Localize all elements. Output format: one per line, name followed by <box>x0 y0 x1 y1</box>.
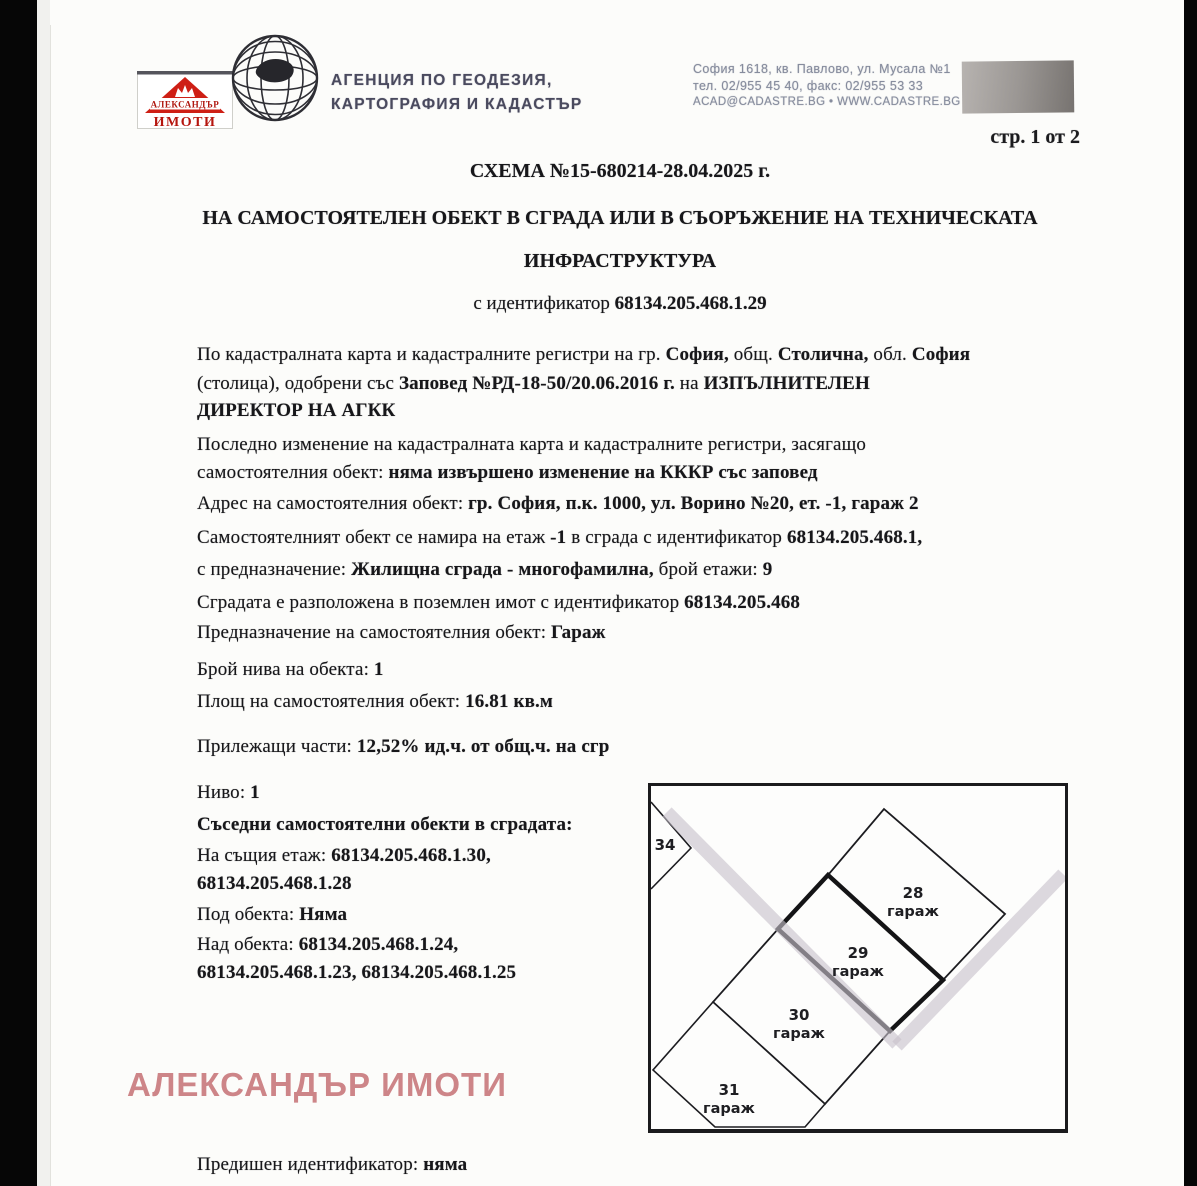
same-floor-line1: На същия етаж: 68134.205.468.1.30, <box>197 845 491 866</box>
agency-name-line2: КАРТОГРАФИЯ И КАДАСТЪР <box>331 96 583 113</box>
identifier-prefix: с идентификатор <box>473 293 615 314</box>
garage-29-type-label: гараж <box>832 964 884 980</box>
neighbours-heading: Съседни самостоятелни обекти в сградата: <box>197 814 573 835</box>
garage-28-number: 28 <box>902 884 924 902</box>
body-line-10: Предназначение на самостоятелния обект: Гараж <box>197 622 606 643</box>
body-line-8: с предназначение: Жилищна сграда - многофамилна, брой етажи: 9 <box>197 559 773 580</box>
previous-identifier-line: Предишен идентификатор: няма <box>197 1154 468 1175</box>
agency-name-line1: АГЕНЦИЯ ПО ГЕОДЕЗИЯ, <box>331 72 553 89</box>
body-line-13: Прилежащи части: 12,52% ид.ч. от общ.ч. на сгр <box>197 736 610 757</box>
globe-icon <box>229 32 321 124</box>
body-line-7: Самостоятелният обект се намира на етаж -1 в сграда с идентификатор 68134.205.468.1, <box>197 527 923 548</box>
brand-bottom-label: ИМОТИ <box>153 115 217 129</box>
body-line-2: (столица), одобрени със Заповед №РД-18-50/20.06.2016 г. на ИЗПЪЛНИТЕЛЕН <box>197 373 870 394</box>
schema-subtitle-line1: НА САМОСТОЯТЕЛЕН ОБЕКТ В СГРАДА ИЛИ В СЪОРЪЖЕНИЕ НА ТЕХНИЧЕСКАТА <box>202 207 1038 229</box>
body-line-1: По кадастралната карта и кадастралните регистри на гр. София, общ. Столична, обл. София <box>197 344 971 365</box>
cadastral-sketch <box>648 783 1068 1133</box>
identifier-line <box>60 293 1180 315</box>
garage-29-number: 29 <box>847 944 869 962</box>
schema-subtitle-line2: ИНФРАСТРУКТУРА <box>523 250 717 272</box>
scan-artifact-rect <box>962 60 1075 113</box>
page-edge-line <box>50 25 51 1186</box>
scan-edge-right <box>1184 0 1197 1186</box>
same-floor-line2: 68134.205.468.1.28 <box>197 873 352 894</box>
cadastral-sketch-drawing <box>651 786 1065 1129</box>
brand-top-label: АЛЕКСАНДЪР <box>150 99 220 110</box>
body-line-3: ДИРЕКТОР НА АГКК <box>197 400 396 421</box>
agency-phone-fax: тел. 02/955 45 40, факс: 02/955 53 33 <box>693 79 924 93</box>
identifier-value: 68134.205.468.1.29 <box>614 293 767 314</box>
above-object-line1: Над обекта: 68134.205.468.1.24, <box>197 934 459 955</box>
body-line-9: Сградата е разположена в поземлен имот с идентификатор 68134.205.468 <box>197 592 801 613</box>
below-object-line: Под обекта: Няма <box>197 904 348 925</box>
page-number: стр. 1 от 2 <box>990 126 1080 148</box>
above-object-line2: 68134.205.468.1.23, 68134.205.468.1.25 <box>197 962 517 983</box>
body-line-6: Адрес на самостоятелния обект: гр. София, п.к. 1000, ул. Ворино №20, ет. -1, гараж 2 <box>197 493 919 514</box>
brand-logo <box>137 71 233 134</box>
garage-31-number: 31 <box>718 1081 740 1099</box>
agency-globe-logo <box>229 32 321 129</box>
scan-edge-left <box>0 0 37 1186</box>
garage-28-type-label: гараж <box>887 904 939 920</box>
body-line-11: Брой нива на обекта: 1 <box>197 659 384 680</box>
agency-address: София 1618, кв. Павлово, ул. Мусала №1 <box>693 62 951 76</box>
garage-31-type-label: гараж <box>703 1101 755 1117</box>
scan-margin-strip <box>37 0 50 1186</box>
garage-30-number: 30 <box>788 1006 810 1024</box>
agency-watermark: АЛЕКСАНДЪР ИМОТИ <box>127 1066 507 1103</box>
garage-30-type-label: гараж <box>773 1026 825 1042</box>
agency-email-web: ACAD@CADASTRE.BG • WWW.CADASTRE.BG <box>693 96 961 108</box>
schema-title: СХЕМА №15-680214-28.04.2025 г. <box>469 160 771 182</box>
body-line-5: самостоятелния обект: няма извършено изменение на КККР със заповед <box>197 462 818 483</box>
parcel-34-number: 34 <box>654 836 676 854</box>
brand-logo-icon <box>137 71 233 129</box>
body-line-4: Последно изменение на кадастралната карта и кадастралните регистри, засягащо <box>197 434 867 455</box>
body-line-12: Площ на самостоятелния обект: 16.81 кв.м <box>197 691 554 712</box>
level-line: Ниво: 1 <box>197 782 260 803</box>
